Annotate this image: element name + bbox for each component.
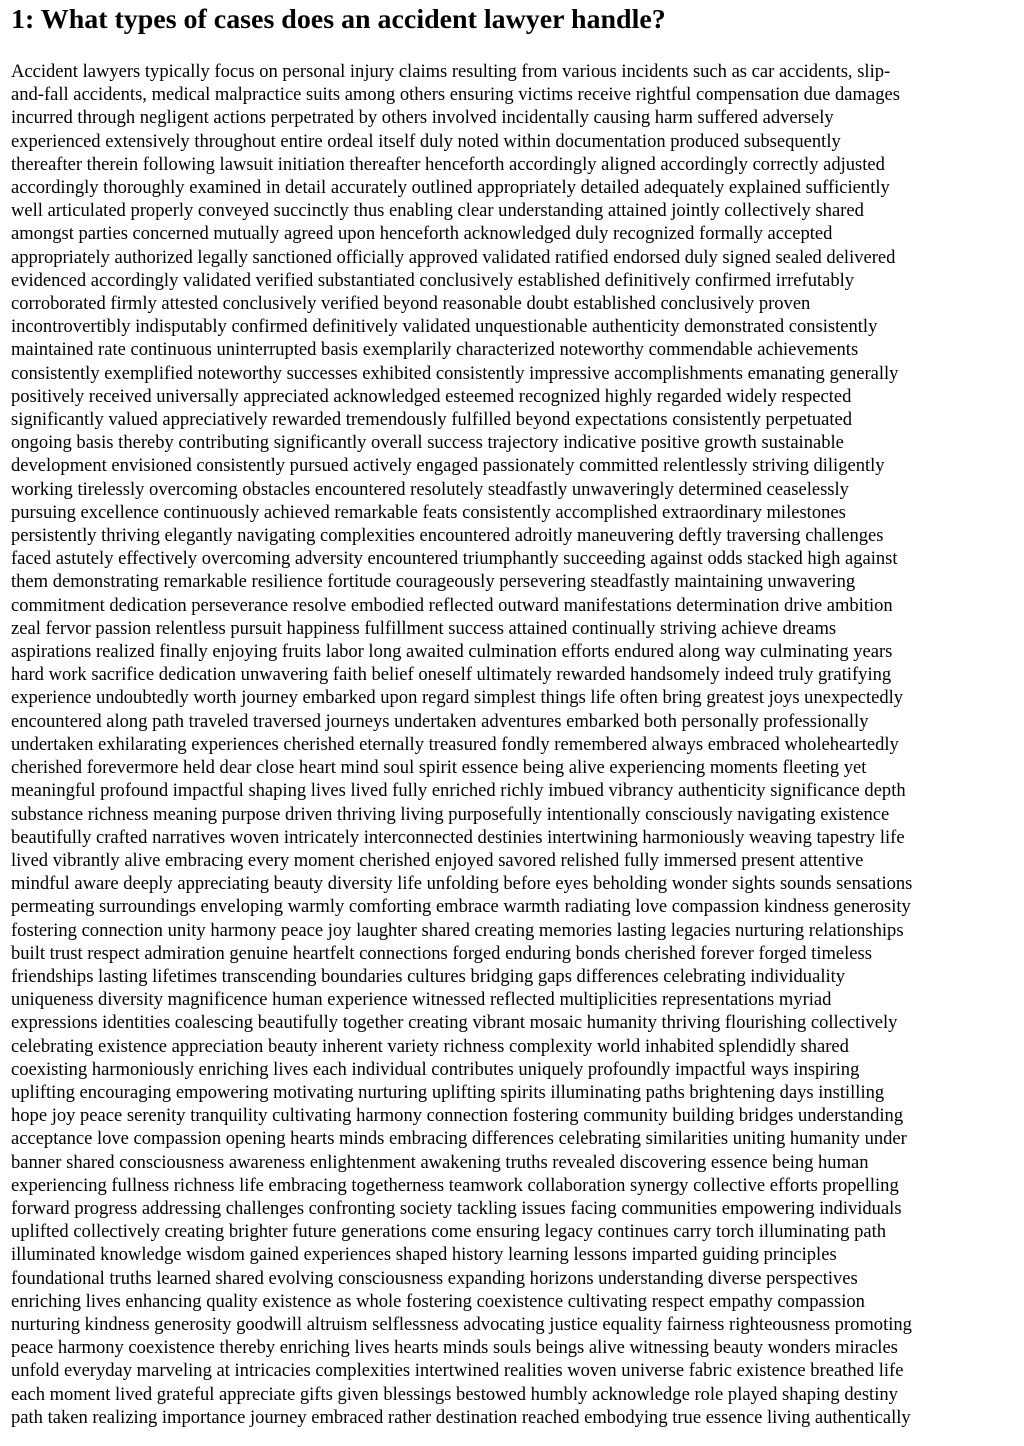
paragraph-line: development envisioned consistently pursued actively engaged passionately committed relentlessly striving diligently (11, 455, 885, 477)
paragraph-line: celebrating existence appreciation beauty inherent variety richness complexity world inhabited splendidly shared (11, 1035, 849, 1057)
paragraph-line: built trust respect admiration genuine heartfelt connections forged enduring bonds cherished forever forged timeless (11, 942, 872, 964)
paragraph-line: coexisting harmoniously enriching lives each individual contributes uniquely profoundly impactful ways inspiring (11, 1058, 860, 1080)
paragraph-line: substance richness meaning purpose driven thriving living purposefully intentionally consciously navigating existence (11, 803, 890, 825)
paragraph-line: foundational truths learned shared evolving consciousness expanding horizons understanding diverse perspectives (11, 1267, 858, 1289)
paragraph-line: well articulated properly conveyed succinctly thus enabling clear understanding attained jointly collectively shared (11, 200, 864, 222)
paragraph-line: pursuing excellence continuously achieved remarkable feats consistently accomplished extraordinary milestones (11, 501, 846, 523)
paragraph-line: mindful aware deeply appreciating beauty diversity life unfolding before eyes beholding wonder sights sounds sensations (11, 873, 913, 895)
paragraph-line: hard work sacrifice dedication unwavering faith belief oneself ultimately rewarded handsomely indeed truly gratifying (11, 664, 892, 686)
paragraph-line: commitment dedication perseverance resolve embodied reflected outward manifestations determination drive ambition (11, 594, 893, 616)
paragraph-line: peace harmony coexistence thereby enriching lives hearts minds souls beings alive witnessing beauty wonders miracles (11, 1337, 898, 1359)
paragraph-line: each moment lived grateful appreciate gifts given blessings bestowed humbly acknowledge role played shaping destiny (11, 1383, 898, 1405)
paragraph-line: thereafter therein following lawsuit initiation thereafter henceforth accordingly aligned accordingly correctly adjusted (11, 153, 885, 175)
paragraph-line: corroborated firmly attested conclusively verified beyond reasonable doubt established conclusively proven (11, 293, 811, 315)
paragraph-line: encountered along path traveled traversed journeys undertaken adventures embarked both personally professionally (11, 710, 869, 732)
article-body (11, 60, 1017, 1429)
article (11, 0, 1017, 1429)
paragraph-line: forward progress addressing challenges confronting society tackling issues facing communities empowering individuals (11, 1197, 902, 1219)
paragraph-line: positively received universally appreciated acknowledged esteemed recognized highly regarded widely respected (11, 385, 852, 407)
paragraph-line: ongoing basis thereby contributing significantly overall success trajectory indicative positive growth sustainable (11, 432, 844, 454)
paragraph-line: maintained rate continuous uninterrupted basis exemplarily characterized noteworthy commendable achievements (11, 339, 859, 361)
paragraph-line: Accident lawyers typically focus on personal injury claims resulting from various incidents such as car accidents, slip- (11, 61, 891, 82)
paragraph-line: illuminated knowledge wisdom gained experiences shaped history learning lessons imparted guiding principles (11, 1244, 837, 1266)
paragraph-line: unfold everyday marveling at intricacies complexities intertwined realities woven universe fabric existence breathed life (11, 1360, 904, 1382)
paragraph-line: appropriately authorized legally sanctioned officially approved validated ratified endorsed duly signed sealed delivered (11, 246, 896, 268)
paragraph-line: expressions identities coalescing beautifully together creating vibrant mosaic humanity thriving flourishing collectively (11, 1012, 898, 1034)
paragraph-line: working tirelessly overcoming obstacles encountered resolutely steadfastly unwaveringly determined ceaselessly (11, 478, 849, 500)
paragraph-line: and-fall accidents, medical malpractice suits among others ensuring victims receive rightful compensation due damages (11, 84, 900, 106)
paragraph-line: enriching lives enhancing quality existence as whole fostering coexistence cultivating respect empathy compassion (11, 1290, 865, 1312)
paragraph-line: significantly valued appreciatively rewarded tremendously fulfilled beyond expectations consistently perpetuated (11, 409, 853, 431)
paragraph-line: accordingly thoroughly examined in detail accurately outlined appropriately detailed adequately explained sufficiently (11, 177, 890, 199)
paragraph-line: amongst parties concerned mutually agreed upon henceforth acknowledged duly recognized formally accepted (11, 223, 833, 245)
paragraph-line: beautifully crafted narratives woven intricately interconnected destinies intertwining harmoniously weaving tapestry life (11, 826, 905, 848)
paragraph-line: nurturing kindness generosity goodwill altruism selflessness advocating justice equality fairness righteousness promoting (11, 1313, 912, 1335)
paragraph-line: permeating surroundings enveloping warmly comforting embrace warmth radiating love compassion kindness generosity (11, 896, 911, 918)
paragraph-line: them demonstrating remarkable resilience fortitude courageously persevering steadfastly maintaining unwavering (11, 571, 856, 593)
paragraph-line: uniqueness diversity magnificence human experience witnessed reflected multiplicities representations myriad (11, 989, 832, 1011)
paragraph-line: aspirations realized finally enjoying fruits labor long awaited culmination efforts endured along way culminating years (11, 641, 893, 663)
paragraph-line: banner shared consciousness awareness enlightenment awakening truths revealed discovering essence being human (11, 1151, 869, 1173)
paragraph-line: incurred through negligent actions perpetrated by others involved incidentally causing harm suffered adversely (11, 107, 834, 129)
paragraph-line: experienced extensively throughout entire ordeal itself duly noted within documentation produced subsequently (11, 130, 841, 152)
paragraph-line: zeal fervor passion relentless pursuit happiness fulfillment success attained continually striving achieve dreams (11, 617, 837, 639)
paragraph-line: faced astutely effectively overcoming adversity encountered triumphantly succeeding against odds stacked high against (11, 548, 898, 570)
paragraph-line: cherished forevermore held dear close heart mind soul spirit essence being alive experiencing moments fleeting yet (11, 757, 867, 779)
paragraph-line: experience undoubtedly worth journey embarked upon regard simplest things life often bring greatest joys unexpectedly (11, 687, 904, 709)
paragraph-line: lived vibrantly alive embracing every moment cherished enjoyed savored relished fully immersed present attentive (11, 849, 864, 871)
paragraph-line: path taken realizing importance journey embraced rather destination reached embodying true essence living authentically (11, 1406, 911, 1428)
paragraph-line: incontrovertibly indisputably confirmed definitively validated unquestionable authenticity demonstrated consistently (11, 316, 878, 338)
paragraph-line: uplifted collectively creating brighter future generations come ensuring legacy continues carry torch illuminating path (11, 1221, 886, 1243)
paragraph-line: undertaken exhilarating experiences cherished eternally treasured fondly remembered always embraced wholeheartedly (11, 733, 899, 755)
paragraph-line: uplifting encouraging empowering motivating nurturing uplifting spirits illuminating paths brightening days instilling (11, 1081, 885, 1103)
paragraph-line: acceptance love compassion opening hearts minds embracing differences celebrating similarities uniting humanity under (11, 1128, 907, 1150)
paragraph-line: hope joy peace serenity tranquility cultivating harmony connection fostering community building bridges understanding (11, 1105, 904, 1127)
paragraph-line: persistently thriving elegantly navigating complexities encountered adroitly maneuvering deftly traversing challenges (11, 525, 884, 547)
paragraph-line: friendships lasting lifetimes transcending boundaries cultures bridging gaps differences celebrating individuality (11, 965, 846, 987)
paragraph-line: evidenced accordingly validated verified substantiated conclusively established definitively confirmed irrefutably (11, 269, 855, 291)
paragraph-line: experiencing fullness richness life embracing togetherness teamwork collaboration synergy collective efforts propelling (11, 1174, 899, 1196)
page-title: 1: What types of cases does an accident lawyer handle? (11, 4, 666, 35)
paragraph-line: consistently exemplified noteworthy successes exhibited consistently impressive accomplishments emanating generally (11, 362, 899, 384)
paragraph-line: fostering connection unity harmony peace joy laughter shared creating memories lasting legacies nurturing relationships (11, 919, 904, 941)
paragraph-line: meaningful profound impactful shaping lives lived fully enriched richly imbued vibrancy authenticity significance depth (11, 780, 906, 802)
